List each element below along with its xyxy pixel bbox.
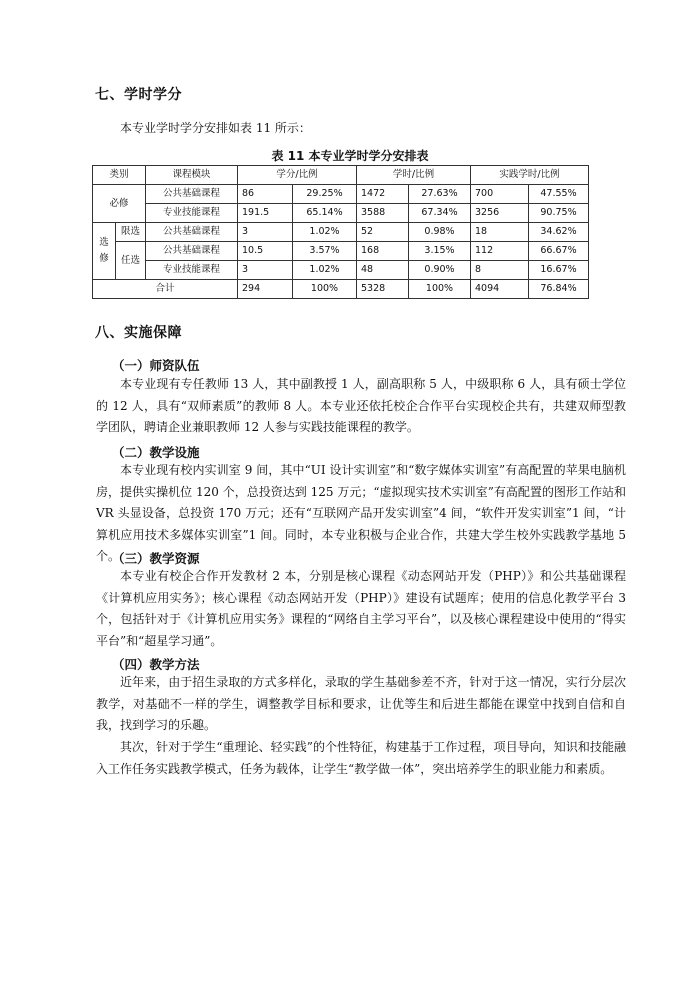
- section-8-heading: 八、实施保障: [95, 325, 182, 341]
- category-required: 必修: [93, 185, 146, 223]
- table-row: [93, 223, 589, 242]
- table-caption: 表 11 本专业学时学分安排表: [271, 149, 429, 163]
- cell-hours: 52: [357, 223, 409, 242]
- cell-practice-pct: 16.67%: [529, 261, 589, 280]
- header-category: 类别: [93, 166, 146, 185]
- table-header-row: [93, 166, 589, 185]
- cell-hours-pct: 27.63%: [409, 185, 471, 204]
- cell-credit: 10.5: [238, 242, 293, 261]
- subcategory-optional: 任选: [116, 242, 146, 280]
- cell-credit: 86: [238, 185, 293, 204]
- header-practice: 实践学时/比例: [471, 166, 589, 185]
- cell-hours-pct: 67.34%: [409, 204, 471, 223]
- subsection-faculty-heading: （一）师资队伍: [112, 358, 200, 373]
- cell-module: 公共基础课程: [146, 242, 238, 261]
- cell-practice-pct: 90.75%: [529, 204, 589, 223]
- cell-hours: 168: [357, 242, 409, 261]
- cell-credit: 3: [238, 261, 293, 280]
- faculty-paragraph: 本专业现有专任教师 13 人，其中副教授 1 人，副高职称 5 人，中级职称 6 人，具有硕士学位的 12 人，具有“双师素质”的教师 8 人。本专业还依托校企合作平台实现校企共有，共建双师型教学团队，聘请企业兼职教师 12 人参与实践技能课程的教学。: [96, 377, 626, 434]
- cell-hours-pct: 3.15%: [409, 242, 471, 261]
- header-hours: 学时/比例: [357, 166, 471, 185]
- cell-module: 专业技能课程: [146, 204, 238, 223]
- total-practice-pct: 76.84%: [529, 280, 589, 299]
- total-hours-pct: 100%: [409, 280, 471, 299]
- cell-practice: 700: [471, 185, 529, 204]
- cell-practice: 3256: [471, 204, 529, 223]
- total-practice: 4094: [471, 280, 529, 299]
- subsection-facilities-heading: （二）教学设施: [112, 445, 200, 460]
- table-row: [93, 242, 589, 261]
- header-credits: 学分/比例: [238, 166, 357, 185]
- category-elective: 选修: [93, 223, 116, 280]
- cell-hours: 48: [357, 261, 409, 280]
- table-total-row: [93, 280, 589, 299]
- table-intro-text: 本专业学时学分安排如表 11 所示：: [120, 121, 311, 135]
- table-row: [93, 261, 589, 280]
- cell-credit-pct: 1.02%: [293, 261, 357, 280]
- cell-module: 专业技能课程: [146, 261, 238, 280]
- cell-credit-pct: 29.25%: [293, 185, 357, 204]
- cell-hours-pct: 0.98%: [409, 223, 471, 242]
- methods-paragraph-2: 其次，针对于学生“重理论、轻实践”的个性特征，构建基于工作过程，项目导向，知识和技能融入工作任务实践教学模式，任务为载体，让学生“教学做一体”，突出培养学生的职业能力和素质。: [96, 740, 626, 776]
- table-row: [93, 185, 589, 204]
- cell-credit-pct: 3.57%: [293, 242, 357, 261]
- cell-practice-pct: 34.62%: [529, 223, 589, 242]
- cell-practice: 18: [471, 223, 529, 242]
- methods-paragraph-1: 近年来，由于招生录取的方式多样化，录取的学生基础参差不齐，针对于这一情况，实行分层次教学，对基础不一样的学生，调整教学目标和要求，让优等生和后进生都能在课堂中找到自信和自我，找到学习的乐趣。: [96, 675, 626, 732]
- subsection-methods-heading: （四）教学方法: [112, 657, 200, 672]
- cell-hours-pct: 0.90%: [409, 261, 471, 280]
- cell-credit: 3: [238, 223, 293, 242]
- cell-credit: 191.5: [238, 204, 293, 223]
- cell-practice-pct: 66.67%: [529, 242, 589, 261]
- total-credit: 294: [238, 280, 293, 299]
- cell-practice-pct: 47.55%: [529, 185, 589, 204]
- cell-practice: 8: [471, 261, 529, 280]
- subsection-resources-heading: （三）教学资源: [112, 551, 200, 566]
- cell-hours: 1472: [357, 185, 409, 204]
- table-row: [93, 204, 589, 223]
- section-7-heading: 七、学时学分: [95, 87, 182, 103]
- cell-module: 公共基础课程: [146, 223, 238, 242]
- credit-hours-table: [92, 165, 589, 299]
- facilities-paragraph: 本专业现有校内实训室 9 间，其中“UI 设计实训室”和“数字媒体实训室”有高配置的苹果电脑机房，提供实操机位 120 个，总投资达到 125 万元；“虚拟现实技术实训室”有高配置的图形工作站和 VR 头显设备，总投资 170 万元；还有“互联网产品开发实训室”4 间，“软件开发实训室”1 间，“计算机应用技术多媒体实训室”1 间。同时，本专业积极与企业合作，共建大学生校外实践教学基地 5 个。: [96, 463, 626, 563]
- header-module: 课程模块: [146, 166, 238, 185]
- cell-credit-pct: 1.02%: [293, 223, 357, 242]
- subcategory-limited: 限选: [116, 223, 146, 242]
- total-credit-pct: 100%: [293, 280, 357, 299]
- cell-module: 公共基础课程: [146, 185, 238, 204]
- total-label: 合计: [93, 280, 238, 299]
- total-hours: 5328: [357, 280, 409, 299]
- cell-credit-pct: 65.14%: [293, 204, 357, 223]
- resources-paragraph: 本专业有校企合作开发教材 2 本，分别是核心课程《动态网站开发（PHP）》和公共基础课程《计算机应用实务》；核心课程《动态网站开发（PHP）》建设有试题库；使用的信息化教学平台 3 个，包括针对于《计算机应用实务》课程的“网络自主学习平台”，以及核心课程建设中使用的“得实平台”和“超星学习通”。: [96, 569, 626, 648]
- cell-practice: 112: [471, 242, 529, 261]
- cell-hours: 3588: [357, 204, 409, 223]
